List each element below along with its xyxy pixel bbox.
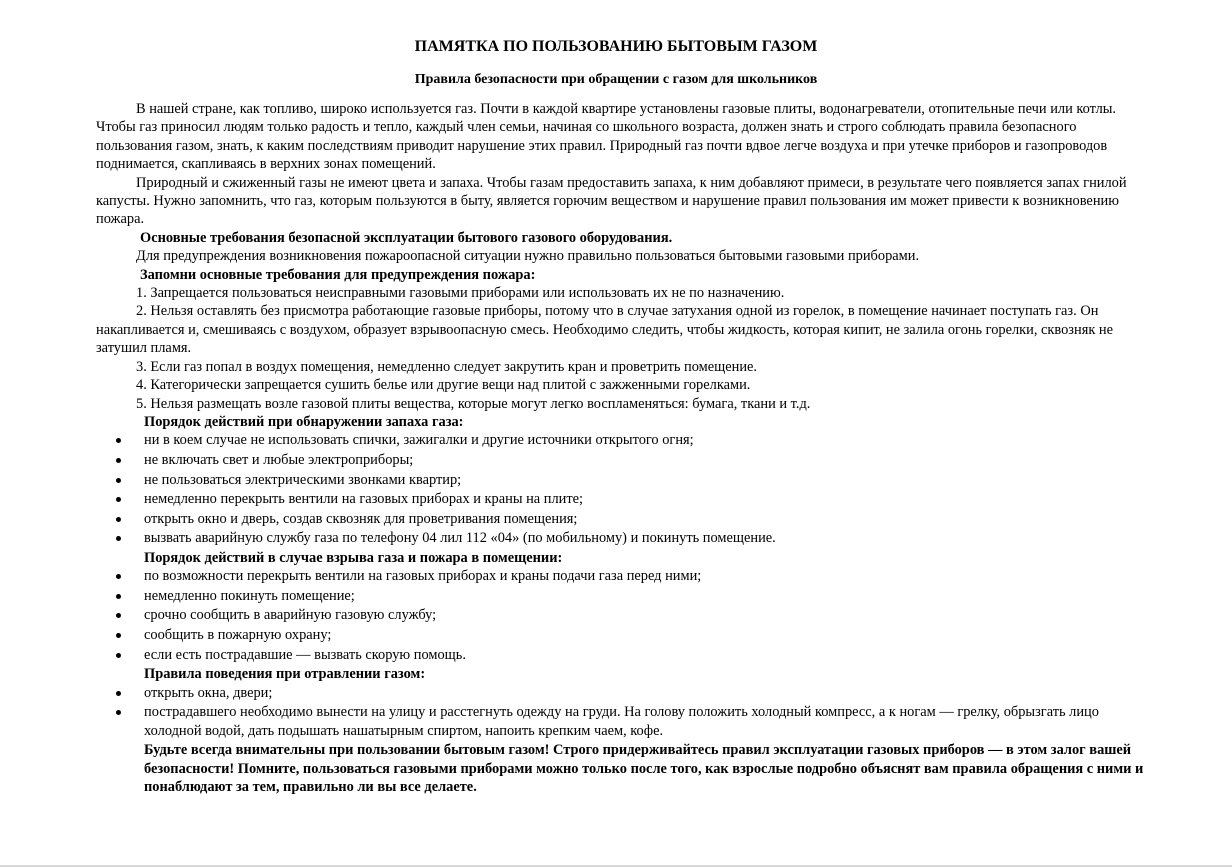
document-title: ПАМЯТКА ПО ПОЛЬЗОВАНИЮ БЫТОВЫМ ГАЗОМ — [414, 38, 818, 55]
intro-paragraph-1: В нашей стране, как топливо, широко используется газ. Почти в каждой квартире установлены газовые плиты, водонагреватели, отопительные печи или котлы. Чтобы газ приносил людям только радость и тепло, каждый член семьи, начиная со школьного возраста, должен знать и строго соблюдать правила безопасного пользования газом, знать, к каким последствиям приводит нарушение этих правил. Природный газ почти вдвое легче воздуха и при утечке приборов и газопроводов поднимается, скапливаясь в верхних зонах помещений. — [96, 101, 1117, 173]
fire-prevention-item: 4. Категорически запрещается сушить белье или другие вещи над плитой с зажженными горелками. — [136, 377, 751, 394]
gas-smell-item: ни в коем случае не использовать спички, зажигалки и другие источники открытого огня; — [96, 431, 1156, 449]
document-subtitle: Правила безопасности при обращении с газом для школьников — [414, 72, 818, 87]
fire-prevention-item: 1. Запрещается пользоваться неисправными газовыми приборами или использовать их не по назначению. — [136, 285, 785, 302]
intro-paragraph-2: Природный и сжиженный газы не имеют цвета и запаха. Чтобы газам предоставить запаха, к ним добавляют примеси, в результате чего появляется запах гнилой капусты. Нужно запомнить, что газ, которым пользуются в быту, является горючим веществом и нарушение правил пользования им может привести к возникновению пожара. — [96, 174, 1127, 228]
poisoning-item: открыть окна, двери; — [96, 684, 1156, 702]
gas-smell-item: вызвать аварийную службу газа по телефону 04 лил 112 «04» (по мобильному) и покинуть помещение. — [96, 529, 1156, 547]
explosion-item: немедленно покинуть помещение; — [96, 587, 1156, 605]
explosion-item: если есть пострадавшие — вызвать скорую помощь. — [96, 646, 1156, 664]
gas-smell-list — [96, 431, 1156, 547]
gas-smell-heading: Порядок действий при обнаружении запаха газа: — [144, 413, 464, 430]
gas-smell-item: не включать свет и любые электроприборы; — [96, 451, 1156, 469]
explosion-item: сообщить в пожарную охрану; — [96, 626, 1156, 644]
gas-smell-item: открыть окно и дверь, создав сквозняк для проветривания помещения; — [96, 510, 1156, 528]
explosion-item: по возможности перекрыть вентили на газовых приборах и краны подачи газа перед ними; — [96, 567, 1156, 585]
fire-prevention-heading: Запомни основные требования для предупреждения пожара: — [140, 266, 536, 283]
fire-prevention-item: 2. Нельзя оставлять без присмотра работающие газовые приборы, потому что в случае затухания одной из горелок, в помещение начинает поступать газ. Он накапливается и, смешиваясь с воздухом, образует взрывоопасную смесь. Необходимо следить, чтобы жидкость, которая кипит, не залила огонь горелки, сквозняк не затушил пламя. — [96, 303, 1113, 357]
fire-prevention-item: 3. Если газ попал в воздух помещения, немедленно следует закрутить кран и проветрить помещение. — [136, 358, 758, 375]
gas-smell-item: немедленно перекрыть вентили на газовых приборах и краны на плите; — [96, 490, 1156, 508]
requirements-text: Для предупреждения возникновения пожароопасной ситуации нужно правильно пользоваться бытовыми газовыми приборами. — [136, 248, 920, 265]
poisoning-list — [96, 684, 1156, 740]
poisoning-heading: Правила поведения при отравлении газом: — [144, 666, 426, 683]
poisoning-item: пострадавшего необходимо вынести на улицу и расстегнуть одежду на груди. На голову положить холодный компресс, а к ногам — грелку, обрызгать лицо холодной водой, дать подышать нашатырным спиртом, напоить крепким чаем, кофе. — [96, 703, 1156, 740]
explosion-list — [96, 567, 1156, 664]
explosion-heading: Порядок действий в случае взрыва газа и пожара в помещении: — [144, 549, 563, 566]
closing-warning: Будьте всегда внимательны при пользовании бытовым газом! Строго придерживайтесь правил эксплуатации газовых приборов — в этом залог вашей безопасности! Помните, пользоваться газовыми приборами можно только после того, как взрослые подробно объяснят вам правила обращения с ними и понаблюдают за тем, правильно ли вы все делаете. — [144, 742, 1144, 796]
fire-prevention-item: 5. Нельзя размещать возле газовой плиты вещества, которые могут легко воспламеняться: бумага, ткани и т.д. — [136, 395, 811, 412]
document-body — [96, 100, 1156, 796]
requirements-heading: Основные требования безопасной эксплуатации бытового газового оборудования. — [140, 229, 673, 246]
gas-smell-item: не пользоваться электрическими звонками квартир; — [96, 471, 1156, 489]
explosion-item: срочно сообщить в аварийную газовую службу; — [96, 606, 1156, 624]
